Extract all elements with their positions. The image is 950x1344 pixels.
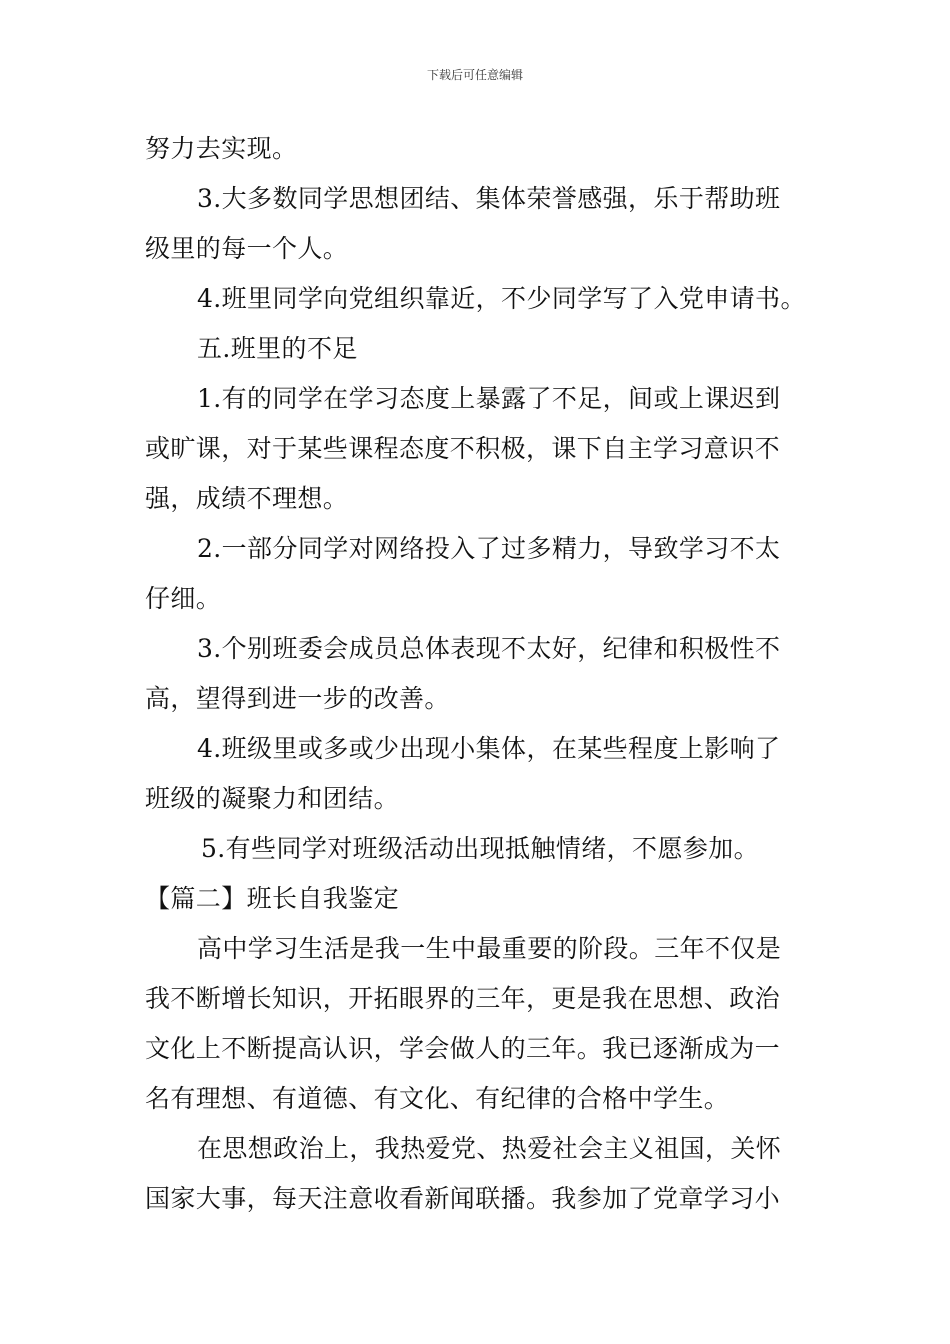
text-line: 努力去实现。 xyxy=(145,134,298,163)
text-line: 1.有的同学在学习态度上暴露了不足，间或上课迟到 xyxy=(197,384,781,413)
text-line: 仔细。 xyxy=(145,584,222,613)
text-line: 2.一部分同学对网络投入了过多精力，导致学习不太 xyxy=(197,534,781,563)
text-line: 高中学习生活是我一生中最重要的阶段。三年不仅是 xyxy=(197,934,782,963)
text-line: 班级的凝聚力和团结。 xyxy=(145,784,400,813)
section-heading: 【篇二】班长自我鉴定 xyxy=(145,884,400,913)
section-heading: 五.班里的不足 xyxy=(197,334,358,363)
text-line: 强，成绩不理想。 xyxy=(145,484,349,513)
text-line: 3.个别班委会成员总体表现不太好，纪律和积极性不 xyxy=(197,634,781,663)
page-header-note: 下载后可任意编辑 xyxy=(426,68,523,82)
text-line: 名有理想、有道德、有文化、有纪律的合格中学生。 xyxy=(145,1084,730,1113)
text-line: 我不断增长知识，开拓眼界的三年，更是我在思想、政治 xyxy=(145,984,781,1013)
document-body xyxy=(145,124,809,1224)
text-line: 4.班里同学向党组织靠近，不少同学写了入党申请书。 xyxy=(197,284,806,313)
text-line: 国家大事，每天注意收看新闻联播。我参加了党章学习小 xyxy=(145,1184,781,1213)
text-line: 3.大多数同学思想团结、集体荣誉感强，乐于帮助班 xyxy=(197,184,781,213)
text-line: 4.班级里或多或少出现小集体，在某些程度上影响了 xyxy=(197,734,781,763)
text-line: 文化上不断提高认识，学会做人的三年。我已逐渐成为一 xyxy=(145,1034,781,1063)
text-line: 高，望得到进一步的改善。 xyxy=(145,684,450,713)
text-line: 在思想政治上，我热爱党、热爱社会主义祖国，关怀 xyxy=(197,1134,782,1163)
text-line: 5.有些同学对班级活动出现抵触情绪，不愿参加。 xyxy=(201,834,760,863)
text-line: 级里的每一个人。 xyxy=(145,234,349,263)
text-line: 或旷课，对于某些课程态度不积极，课下自主学习意识不 xyxy=(145,434,781,463)
